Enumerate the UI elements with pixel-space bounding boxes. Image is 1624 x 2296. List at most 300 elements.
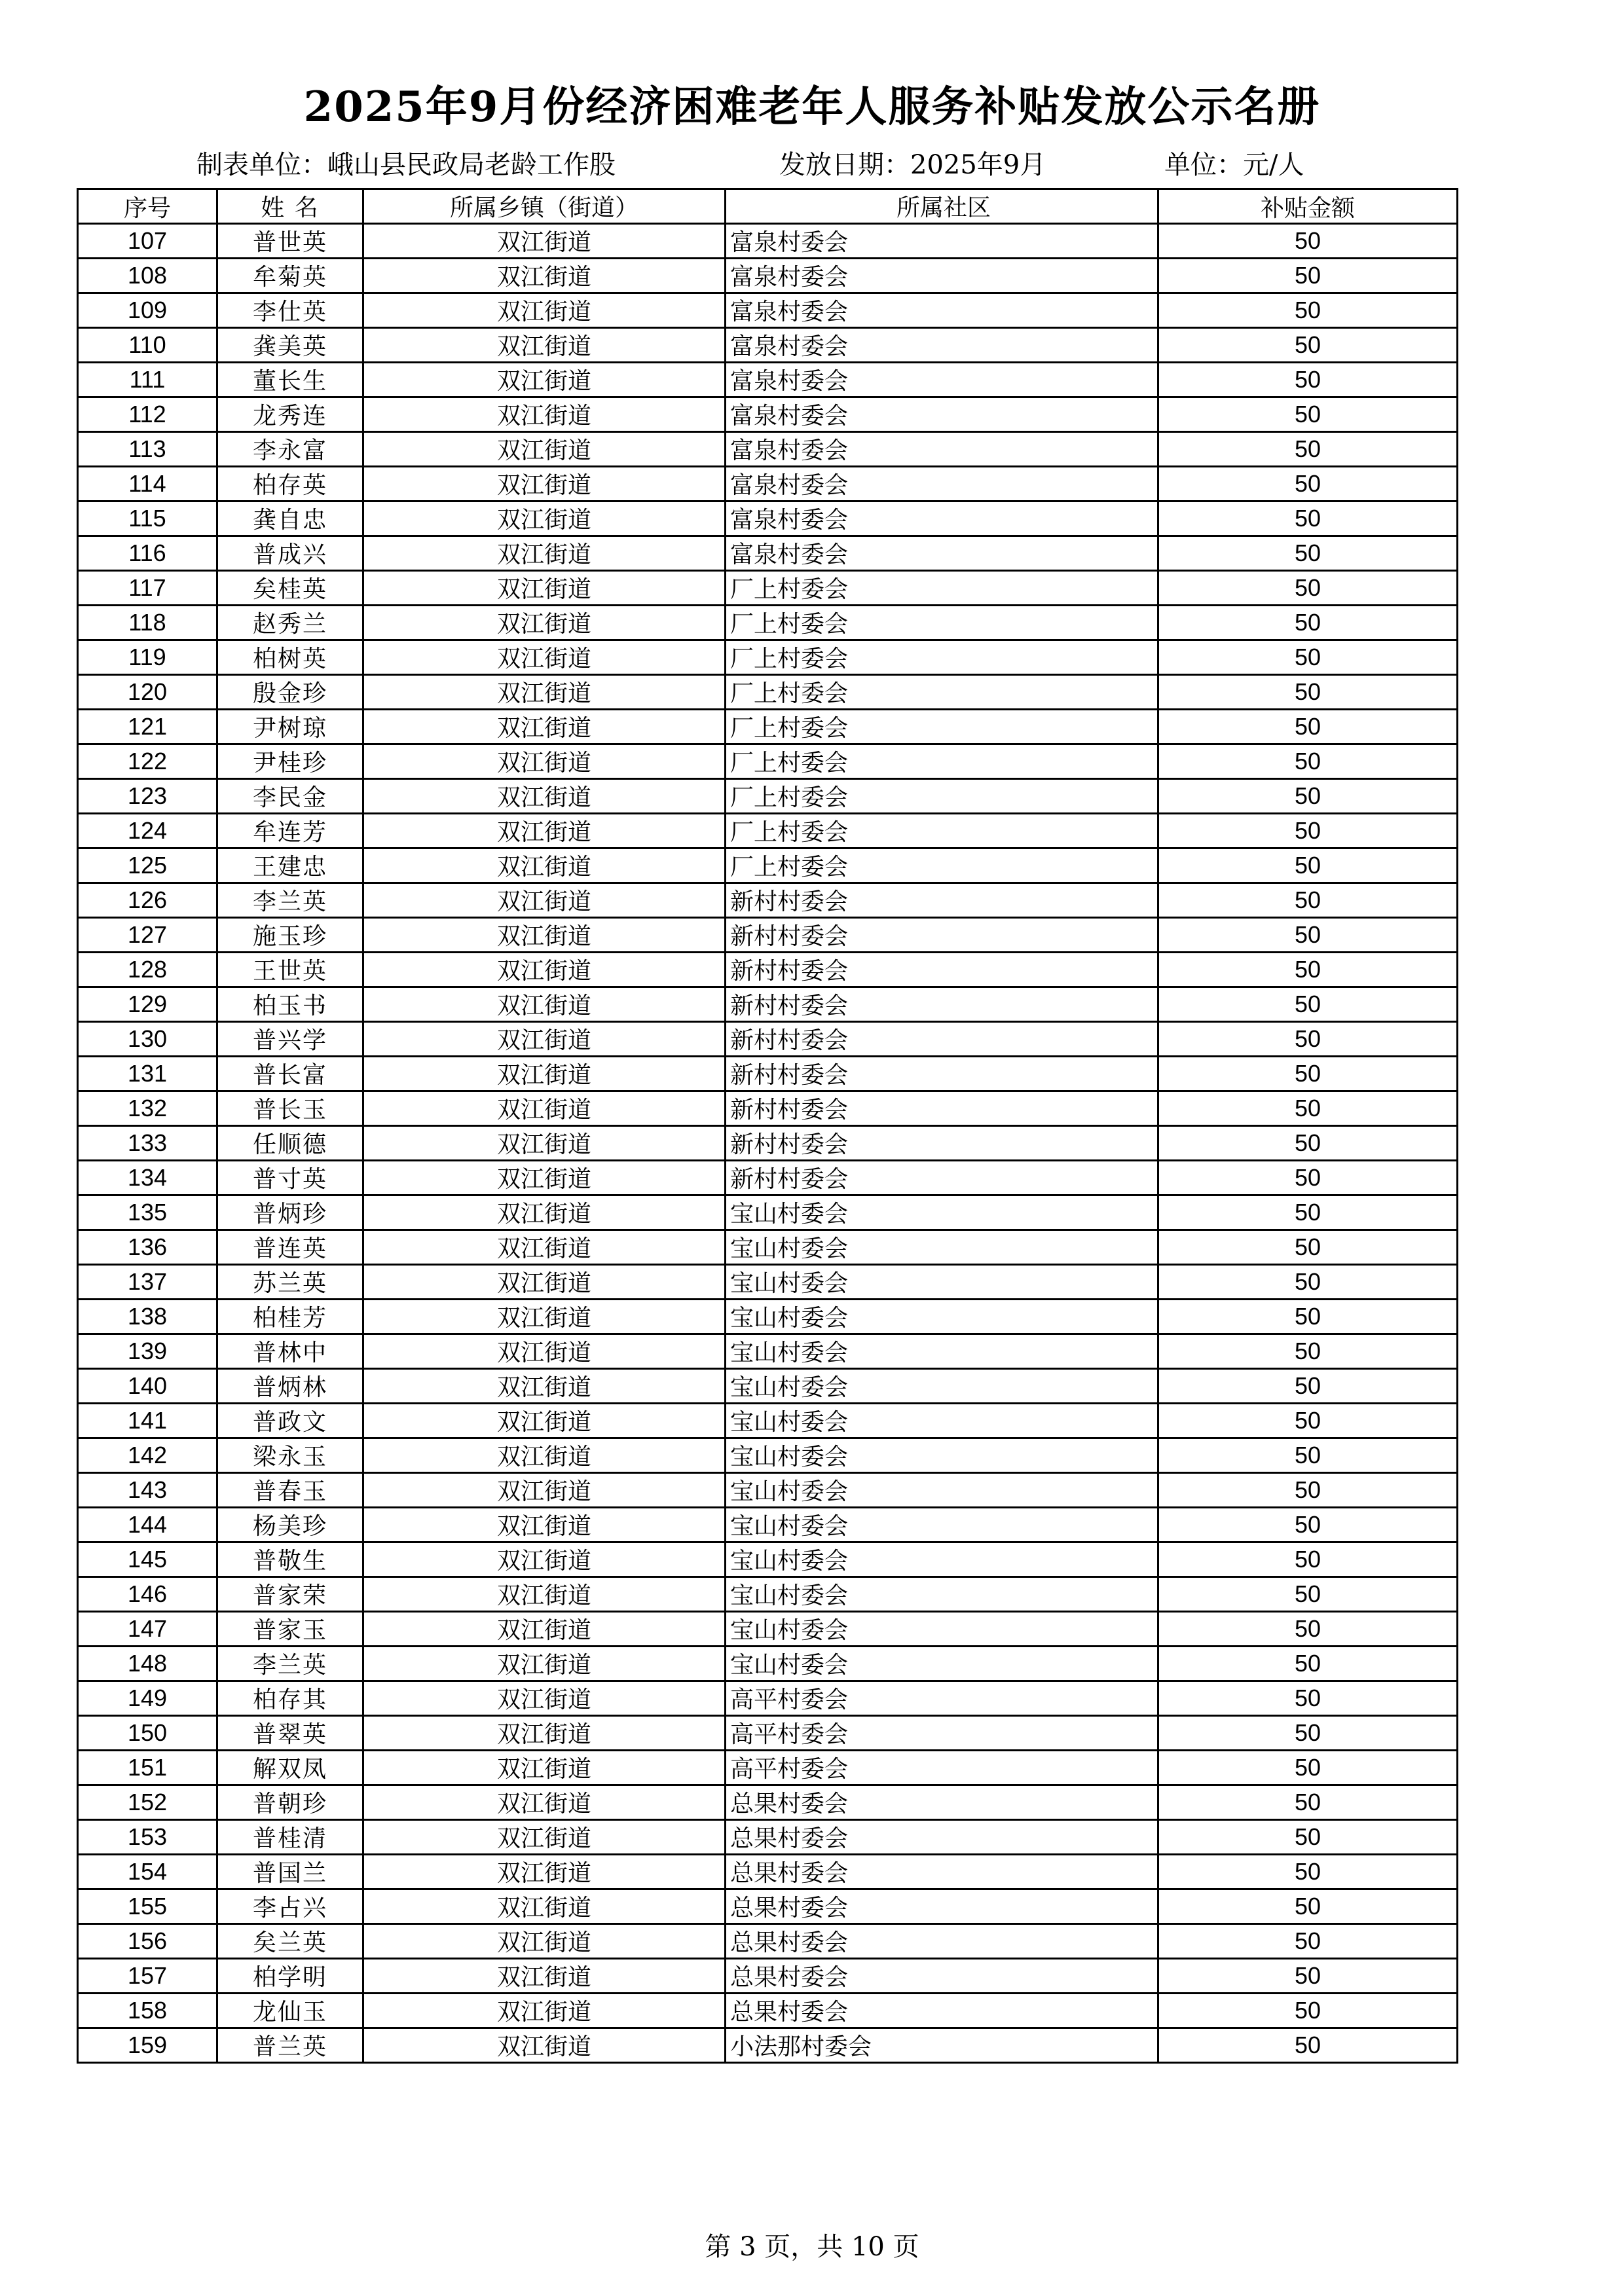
cell-community: 宝山村委会 [726,1647,1158,1681]
cell-name: 普长富 [217,1057,363,1091]
cell-township: 双江街道 [363,675,726,710]
cell-township: 双江街道 [363,814,726,848]
cell-township: 双江街道 [363,2028,726,2063]
cell-name: 牟连芳 [217,814,363,848]
cell-community: 宝山村委会 [726,1230,1158,1265]
cell-community: 宝山村委会 [726,1404,1158,1438]
page-title: 2025年9月份经济困难老年人服务补贴发放公示名册 [303,82,1321,132]
cell-amount: 50 [1158,1924,1458,1959]
issue-date: 发放日期：2025年9月 [779,150,1046,180]
cell-name: 矣桂英 [217,571,363,606]
cell-amount: 50 [1158,744,1458,779]
table-row [78,987,1458,1022]
table-row [78,883,1458,918]
table-row [78,1716,1458,1751]
cell-amount: 50 [1158,224,1458,259]
cell-name: 牟菊英 [217,259,363,293]
currency-unit: 单位：元/人 [1164,150,1304,180]
cell-amount: 50 [1158,1022,1458,1057]
cell-township: 双江街道 [363,1751,726,1785]
cell-name: 柏学明 [217,1959,363,1994]
cell-name: 杨美珍 [217,1508,363,1542]
cell-township: 双江街道 [363,640,726,675]
cell-serial: 138 [78,1300,217,1334]
cell-township: 双江街道 [363,710,726,744]
cell-name: 龚美英 [217,328,363,363]
table-row [78,1889,1458,1924]
cell-amount: 50 [1158,987,1458,1022]
cell-township: 双江街道 [363,1959,726,1994]
cell-serial: 158 [78,1994,217,2028]
cell-amount: 50 [1158,1334,1458,1369]
cell-serial: 112 [78,397,217,432]
cell-amount: 50 [1158,1230,1458,1265]
cell-serial: 109 [78,293,217,328]
cell-serial: 129 [78,987,217,1022]
cell-community: 富泉村委会 [726,501,1158,536]
cell-township: 双江街道 [363,501,726,536]
cell-community: 总果村委会 [726,1785,1158,1820]
cell-serial: 131 [78,1057,217,1091]
cell-township: 双江街道 [363,1230,726,1265]
cell-amount: 50 [1158,1855,1458,1889]
cell-community: 厂上村委会 [726,606,1158,640]
cell-township: 双江街道 [363,744,726,779]
cell-community: 厂上村委会 [726,744,1158,779]
cell-serial: 145 [78,1542,217,1577]
cell-community: 新村村委会 [726,1022,1158,1057]
table-row [78,953,1458,987]
table-row [78,1508,1458,1542]
cell-community: 厂上村委会 [726,640,1158,675]
cell-community: 高平村委会 [726,1751,1158,1785]
table-row [78,397,1458,432]
table-row [78,710,1458,744]
table-row [78,744,1458,779]
cell-township: 双江街道 [363,328,726,363]
table-row [78,1855,1458,1889]
cell-township: 双江街道 [363,224,726,259]
cell-amount: 50 [1158,848,1458,883]
table-row [78,501,1458,536]
cell-name: 李仕英 [217,293,363,328]
cell-township: 双江街道 [363,571,726,606]
cell-community: 富泉村委会 [726,397,1158,432]
cell-township: 双江街道 [363,1161,726,1195]
cell-serial: 113 [78,432,217,467]
cell-name: 普家荣 [217,1577,363,1612]
cell-township: 双江街道 [363,1924,726,1959]
table-row [78,779,1458,814]
cell-serial: 156 [78,1924,217,1959]
cell-serial: 153 [78,1820,217,1855]
cell-township: 双江街道 [363,1091,726,1126]
cell-community: 新村村委会 [726,1126,1158,1161]
cell-serial: 130 [78,1022,217,1057]
header-township: 所属乡镇（街道） [363,189,726,224]
cell-community: 总果村委会 [726,1855,1158,1889]
cell-township: 双江街道 [363,1265,726,1300]
table-row [78,432,1458,467]
cell-serial: 117 [78,571,217,606]
cell-community: 富泉村委会 [726,432,1158,467]
cell-serial: 108 [78,259,217,293]
cell-township: 双江街道 [363,1126,726,1161]
table-row [78,1126,1458,1161]
cell-community: 富泉村委会 [726,467,1158,501]
cell-township: 双江街道 [363,1681,726,1716]
cell-community: 厂上村委会 [726,710,1158,744]
cell-township: 双江街道 [363,1508,726,1542]
table-header-row [78,189,1458,224]
table-row [78,1924,1458,1959]
cell-community: 总果村委会 [726,1959,1158,1994]
cell-township: 双江街道 [363,1473,726,1508]
table-row [78,1438,1458,1473]
cell-serial: 144 [78,1508,217,1542]
cell-community: 高平村委会 [726,1681,1158,1716]
cell-name: 李占兴 [217,1889,363,1924]
cell-community: 总果村委会 [726,1994,1158,2028]
cell-community: 高平村委会 [726,1716,1158,1751]
cell-amount: 50 [1158,363,1458,397]
table-row [78,536,1458,571]
cell-serial: 152 [78,1785,217,1820]
cell-serial: 115 [78,501,217,536]
cell-community: 新村村委会 [726,1091,1158,1126]
cell-name: 王世英 [217,953,363,987]
cell-name: 普国兰 [217,1855,363,1889]
table-row [78,1404,1458,1438]
cell-township: 双江街道 [363,1369,726,1404]
table-row [78,1681,1458,1716]
table-row [78,1959,1458,1994]
table-row [78,848,1458,883]
cell-community: 厂上村委会 [726,571,1158,606]
cell-amount: 50 [1158,779,1458,814]
cell-name: 尹树琼 [217,710,363,744]
cell-community: 新村村委会 [726,1057,1158,1091]
table-row [78,918,1458,953]
cell-community: 富泉村委会 [726,328,1158,363]
page-footer: 第 3 页，共 10 页 [705,2232,919,2262]
cell-community: 厂上村委会 [726,675,1158,710]
cell-amount: 50 [1158,1161,1458,1195]
issuing-unit: 制表单位：峨山县民政局老龄工作股 [196,150,616,180]
cell-name: 李兰英 [217,1647,363,1681]
cell-township: 双江街道 [363,606,726,640]
cell-township: 双江街道 [363,1057,726,1091]
cell-amount: 50 [1158,640,1458,675]
cell-serial: 155 [78,1889,217,1924]
cell-amount: 50 [1158,1404,1458,1438]
table-row [78,675,1458,710]
table-row [78,606,1458,640]
cell-serial: 140 [78,1369,217,1404]
cell-name: 解双凤 [217,1751,363,1785]
cell-amount: 50 [1158,1542,1458,1577]
cell-amount: 50 [1158,293,1458,328]
cell-community: 总果村委会 [726,1820,1158,1855]
cell-amount: 50 [1158,710,1458,744]
cell-name: 柏存其 [217,1681,363,1716]
cell-community: 新村村委会 [726,953,1158,987]
cell-serial: 141 [78,1404,217,1438]
cell-amount: 50 [1158,1195,1458,1230]
cell-name: 董长生 [217,363,363,397]
cell-name: 梁永玉 [217,1438,363,1473]
cell-township: 双江街道 [363,1785,726,1820]
cell-name: 矣兰英 [217,1924,363,1959]
cell-serial: 148 [78,1647,217,1681]
cell-amount: 50 [1158,1681,1458,1716]
cell-community: 富泉村委会 [726,224,1158,259]
cell-community: 宝山村委会 [726,1265,1158,1300]
cell-serial: 118 [78,606,217,640]
cell-amount: 50 [1158,1057,1458,1091]
cell-name: 龚自忠 [217,501,363,536]
cell-name: 龙秀连 [217,397,363,432]
cell-name: 普朝珍 [217,1785,363,1820]
cell-amount: 50 [1158,328,1458,363]
cell-community: 厂上村委会 [726,848,1158,883]
table-row [78,1091,1458,1126]
cell-township: 双江街道 [363,1889,726,1924]
cell-serial: 123 [78,779,217,814]
table-row [78,1334,1458,1369]
cell-township: 双江街道 [363,1994,726,2028]
cell-name: 柏玉书 [217,987,363,1022]
table-row [78,814,1458,848]
cell-community: 小法那村委会 [726,2028,1158,2063]
cell-amount: 50 [1158,953,1458,987]
cell-township: 双江街道 [363,953,726,987]
cell-name: 普春玉 [217,1473,363,1508]
table-row [78,363,1458,397]
cell-township: 双江街道 [363,536,726,571]
cell-amount: 50 [1158,1612,1458,1647]
cell-township: 双江街道 [363,779,726,814]
cell-serial: 135 [78,1195,217,1230]
cell-name: 李兰英 [217,883,363,918]
table-row [78,1577,1458,1612]
table-body [78,224,1458,2063]
cell-amount: 50 [1158,1300,1458,1334]
cell-serial: 154 [78,1855,217,1889]
table-row [78,259,1458,293]
cell-name: 普林中 [217,1334,363,1369]
cell-serial: 136 [78,1230,217,1265]
table-row [78,1612,1458,1647]
cell-serial: 127 [78,918,217,953]
table-row [78,1022,1458,1057]
cell-serial: 125 [78,848,217,883]
cell-amount: 50 [1158,501,1458,536]
cell-serial: 120 [78,675,217,710]
cell-serial: 143 [78,1473,217,1508]
table-row [78,293,1458,328]
cell-serial: 137 [78,1265,217,1300]
cell-name: 李永富 [217,432,363,467]
cell-township: 双江街道 [363,293,726,328]
cell-township: 双江街道 [363,1195,726,1230]
cell-serial: 133 [78,1126,217,1161]
cell-community: 宝山村委会 [726,1438,1158,1473]
cell-serial: 126 [78,883,217,918]
cell-township: 双江街道 [363,1577,726,1612]
cell-amount: 50 [1158,1577,1458,1612]
cell-amount: 50 [1158,1785,1458,1820]
cell-township: 双江街道 [363,1404,726,1438]
cell-name: 普政文 [217,1404,363,1438]
cell-township: 双江街道 [363,1820,726,1855]
cell-township: 双江街道 [363,1542,726,1577]
header-community: 所属社区 [726,189,1158,224]
cell-name: 普炳林 [217,1369,363,1404]
table-row [78,2028,1458,2063]
cell-community: 宝山村委会 [726,1473,1158,1508]
cell-community: 宝山村委会 [726,1508,1158,1542]
cell-serial: 150 [78,1716,217,1751]
cell-name: 普家玉 [217,1612,363,1647]
cell-serial: 142 [78,1438,217,1473]
table-row [78,1473,1458,1508]
cell-amount: 50 [1158,1994,1458,2028]
cell-name: 普寸英 [217,1161,363,1195]
cell-community: 富泉村委会 [726,259,1158,293]
cell-serial: 147 [78,1612,217,1647]
cell-name: 普炳珍 [217,1195,363,1230]
cell-community: 富泉村委会 [726,363,1158,397]
cell-community: 厂上村委会 [726,779,1158,814]
cell-serial: 110 [78,328,217,363]
cell-amount: 50 [1158,1265,1458,1300]
cell-amount: 50 [1158,1473,1458,1508]
cell-serial: 124 [78,814,217,848]
cell-township: 双江街道 [363,848,726,883]
cell-township: 双江街道 [363,1438,726,1473]
table-row [78,1994,1458,2028]
cell-amount: 50 [1158,1889,1458,1924]
cell-serial: 134 [78,1161,217,1195]
cell-community: 宝山村委会 [726,1612,1158,1647]
table-row [78,1265,1458,1300]
cell-community: 宝山村委会 [726,1195,1158,1230]
table-row [78,328,1458,363]
cell-township: 双江街道 [363,883,726,918]
cell-serial: 114 [78,467,217,501]
cell-amount: 50 [1158,571,1458,606]
cell-amount: 50 [1158,259,1458,293]
cell-township: 双江街道 [363,1300,726,1334]
cell-serial: 151 [78,1751,217,1785]
table-row [78,467,1458,501]
cell-amount: 50 [1158,1126,1458,1161]
cell-community: 宝山村委会 [726,1300,1158,1334]
cell-name: 李民金 [217,779,363,814]
cell-township: 双江街道 [363,1855,726,1889]
cell-community: 新村村委会 [726,883,1158,918]
cell-community: 宝山村委会 [726,1369,1158,1404]
cell-township: 双江街道 [363,987,726,1022]
cell-amount: 50 [1158,814,1458,848]
cell-serial: 119 [78,640,217,675]
cell-township: 双江街道 [363,1647,726,1681]
cell-amount: 50 [1158,397,1458,432]
cell-amount: 50 [1158,883,1458,918]
table-row [78,1751,1458,1785]
header-serial: 序号 [78,189,217,224]
cell-serial: 116 [78,536,217,571]
cell-name: 施玉珍 [217,918,363,953]
cell-community: 新村村委会 [726,918,1158,953]
cell-serial: 128 [78,953,217,987]
table-row [78,224,1458,259]
cell-serial: 149 [78,1681,217,1716]
cell-township: 双江街道 [363,918,726,953]
cell-township: 双江街道 [363,1334,726,1369]
cell-name: 普长玉 [217,1091,363,1126]
cell-township: 双江街道 [363,432,726,467]
cell-amount: 50 [1158,432,1458,467]
cell-township: 双江街道 [363,259,726,293]
cell-name: 普桂清 [217,1820,363,1855]
table-row [78,1057,1458,1091]
cell-community: 宝山村委会 [726,1542,1158,1577]
cell-name: 普敬生 [217,1542,363,1577]
table-row [78,1369,1458,1404]
cell-serial: 139 [78,1334,217,1369]
cell-community: 新村村委会 [726,1161,1158,1195]
cell-amount: 50 [1158,467,1458,501]
cell-community: 新村村委会 [726,987,1158,1022]
cell-name: 柏桂芳 [217,1300,363,1334]
cell-amount: 50 [1158,1369,1458,1404]
cell-amount: 50 [1158,1959,1458,1994]
cell-amount: 50 [1158,606,1458,640]
cell-amount: 50 [1158,1751,1458,1785]
cell-serial: 107 [78,224,217,259]
cell-community: 富泉村委会 [726,536,1158,571]
cell-amount: 50 [1158,1647,1458,1681]
cell-serial: 121 [78,710,217,744]
cell-amount: 50 [1158,1438,1458,1473]
table-row [78,1820,1458,1855]
cell-amount: 50 [1158,918,1458,953]
cell-community: 厂上村委会 [726,814,1158,848]
cell-name: 柏树英 [217,640,363,675]
cell-amount: 50 [1158,1508,1458,1542]
cell-serial: 111 [78,363,217,397]
cell-name: 尹桂珍 [217,744,363,779]
cell-township: 双江街道 [363,1612,726,1647]
cell-township: 双江街道 [363,1716,726,1751]
cell-community: 宝山村委会 [726,1334,1158,1369]
cell-amount: 50 [1158,1820,1458,1855]
header-name: 姓 名 [217,189,363,224]
cell-community: 宝山村委会 [726,1577,1158,1612]
table-row [78,1161,1458,1195]
cell-serial: 132 [78,1091,217,1126]
cell-township: 双江街道 [363,467,726,501]
cell-name: 任顺德 [217,1126,363,1161]
subsidy-table [77,188,1458,2064]
cell-serial: 159 [78,2028,217,2063]
cell-name: 苏兰英 [217,1265,363,1300]
cell-name: 普兰英 [217,2028,363,2063]
table-row [78,571,1458,606]
cell-name: 普世英 [217,224,363,259]
